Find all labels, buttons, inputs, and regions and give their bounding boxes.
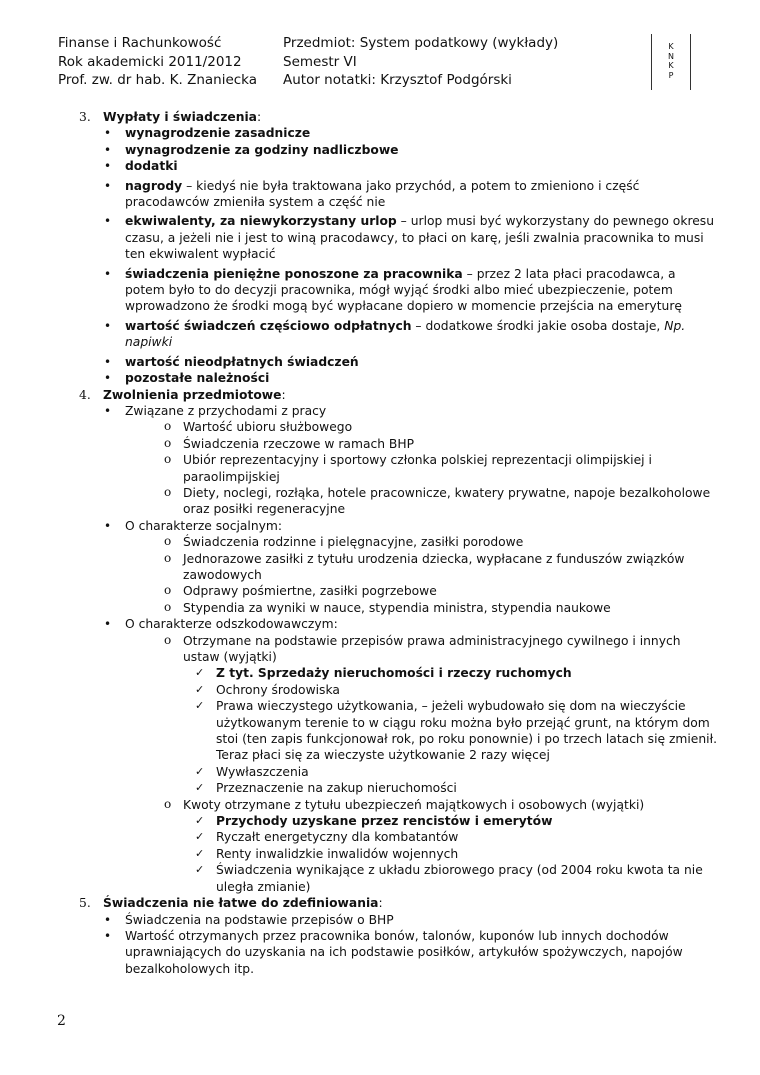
item-text: Wywłaszczenia (216, 764, 309, 779)
check-icon: ✓ (195, 814, 205, 828)
check-icon: ✓ (195, 666, 205, 680)
item-text: Świadczenia rzeczowe w ramach BHP (183, 436, 415, 451)
circle-bullet-icon: o (164, 534, 172, 549)
bullet-icon: • (104, 214, 112, 229)
sub-item (79, 583, 719, 599)
item-text: Stypendia za wyniki w nauce, stypendia ministra, stypendia naukowe (183, 600, 611, 615)
group-item (79, 616, 719, 632)
item-text: Świadczenia rodzinne i pielęgnacyjne, zasiłki porodowe (183, 535, 524, 550)
circle-bullet-icon: o (164, 796, 172, 811)
section-5-list (79, 912, 719, 978)
bullet-icon: • (104, 318, 112, 333)
bullet-icon: • (104, 518, 112, 533)
circle-bullet-icon: o (164, 484, 172, 499)
list-item (79, 354, 719, 370)
item-text: – przez 2 lata płaci pracodawca, a potem było to do decyzji pracownika, mógł wyjąć środki albo mieć ubezpieczenie, potem wprowadzono że środki mogą być wypłacane dopiero w momencie przejścia na emeryturę (125, 266, 682, 314)
item-text: Przeznaczenie na zakup nieruchomości (216, 781, 457, 796)
group-item (79, 403, 719, 419)
header-author: Autor notatki: Krzysztof Podgórski (283, 72, 512, 88)
item-text: Diety, noclegi, rozłąka, hotele pracownicze, kwatery prywatne, napoje bezalkoholowe oraz posiłki regeneracyjne (183, 485, 711, 517)
group-label: O charakterze socjalnym: (125, 518, 283, 533)
item-text: Wartość otrzymanych przez pracownika bonów, talonów, kuponów lub innych dochodów uprawniających do uzyskania na ich podstawie posiłków, artykułów spożywczych, napojów bezalkoholowych itp. (125, 928, 683, 976)
bullet-icon: • (104, 126, 112, 141)
header-left (58, 34, 257, 90)
circle-bullet-icon: o (164, 599, 172, 614)
item-text: – kiedyś nie była traktowana jako przychód, a potem to zmieniono i część pracodawców zmieniła system a część nie (125, 178, 640, 210)
item-term: ekwiwalenty, za niewykorzystany urlop (125, 214, 397, 229)
item-term: nagrody (125, 178, 183, 193)
list-item (79, 912, 719, 928)
sub-item (79, 633, 719, 666)
bullet-icon: • (104, 371, 112, 386)
list-item (79, 928, 719, 977)
item-text: Z tyt. Sprzedaży nieruchomości i rzeczy ruchomych (216, 666, 572, 681)
item-text: Świadczenia wynikające z układu zbiorowego pracy (od 2004 roku kwota ta nie uległa zmianie) (216, 863, 703, 894)
sub-item (79, 452, 719, 485)
bullet-icon: • (104, 159, 112, 174)
item-text: Otrzymane na podstawie przepisów prawa administracyjnego cywilnego i innych ustaw (wyjątki) (183, 633, 681, 664)
check-icon: ✓ (195, 846, 205, 860)
item-text: – dodatkowe środki jakie osoba dostaje, (411, 318, 665, 333)
item-text: Odprawy pośmiertne, zasiłki pogrzebowe (183, 584, 437, 599)
section-number: 4. (79, 387, 91, 402)
header-middle (283, 34, 558, 90)
item-text: Świadczenia na podstawie przepisów o BHP (125, 912, 394, 927)
circle-bullet-icon: o (164, 435, 172, 450)
item-text: dodatki (125, 159, 178, 174)
sub-item (79, 485, 719, 518)
bullet-icon: • (104, 266, 112, 281)
check-item (79, 846, 719, 862)
list-item (79, 318, 719, 351)
check-item (79, 698, 719, 764)
check-icon: ✓ (195, 830, 205, 844)
check-item (79, 682, 719, 698)
list-item (79, 266, 719, 315)
item-text: Jednorazowe zasiłki z tytułu urodzenia dziecka, wypłacane z funduszów związków zawodowych (183, 551, 685, 582)
check-item (79, 764, 719, 780)
item-text: Kwoty otrzymane z tytułu ubezpieczeń majątkowych i osobowych (wyjątki) (183, 797, 645, 812)
logo-letter: K (668, 42, 674, 51)
header-academic-year: Rok akademicki 2011/2012 (58, 53, 242, 70)
logo-letter: N (668, 51, 674, 61)
section-number: 5. (79, 896, 91, 911)
item-text: Ochrony środowiska (216, 682, 340, 697)
item-text: pozostałe należności (125, 371, 270, 386)
item-text: Ubiór reprezentacyjny i sportowy członka polskiej reprezentacji olimpijskiej i paraolimpijskiej (183, 453, 652, 484)
circle-bullet-icon: o (164, 419, 172, 434)
section-5 (79, 895, 719, 911)
circle-bullet-icon: o (164, 583, 172, 598)
sub-item (79, 419, 719, 435)
item-text: Wartość ubioru służbowego (183, 420, 353, 435)
item-text: Przychody uzyskane przez rencistów i emerytów (216, 814, 553, 829)
sub-item (79, 551, 719, 584)
section-number: 3. (79, 110, 91, 124)
header-faculty: Finanse i Rachunkowość (58, 35, 222, 51)
item-term: świadczenia pieniężne ponoszone za pracownika (125, 266, 463, 281)
sub-item (79, 797, 719, 813)
section-title-colon: : (256, 110, 262, 124)
list-item (79, 125, 719, 141)
item-term: wartość świadczeń częściowo odpłatnych (125, 318, 412, 333)
section-title: Świadczenia nie łatwe do zdefiniowania (103, 896, 379, 911)
check-icon: ✓ (195, 699, 205, 713)
circle-bullet-icon: o (164, 632, 172, 647)
item-text: wynagrodzenie za godziny nadliczbowe (125, 142, 399, 157)
bullet-icon: • (104, 178, 112, 193)
bullet-icon: • (104, 354, 112, 369)
header-professor: Prof. zw. dr hab. K. Znaniecka (58, 72, 258, 88)
check-icon: ✓ (195, 682, 205, 696)
page-number: 2 (57, 1013, 66, 1029)
group-item (79, 518, 719, 534)
section-3-list (79, 125, 719, 386)
item-text: Prawa wieczystego użytkowania, – jeżeli wybudowało się dom na wieczyście użytkowanym terenie to w ciągu roku można było przejąć grunt, na którym dom stoi (ten zapis funkcjonował rok, po roku ponownie) i po trzech latach się zmienił. Teraz płaci się za wieczyste użytkowanie 2 razy więcej (216, 699, 717, 763)
sub-item (79, 534, 719, 550)
circle-bullet-icon: o (164, 452, 172, 467)
sub-item (79, 436, 719, 452)
bullet-icon: • (104, 403, 112, 418)
header-subject: Przedmiot: System podatkowy (wykłady) (283, 35, 559, 51)
section-title-colon: : (281, 387, 286, 402)
page-content (79, 109, 719, 977)
section-4-list (79, 403, 719, 895)
group-label: Związane z przychodami z pracy (125, 403, 327, 418)
section-title: Zwolnienia przedmiotowe (103, 387, 282, 402)
item-text: wartość nieodpłatnych świadczeń (125, 354, 359, 369)
list-item (79, 370, 719, 386)
section-title: Wypłaty i świadczenia (103, 110, 257, 124)
bullet-icon: • (104, 142, 112, 157)
logo-letter: K (668, 61, 674, 70)
item-text: wynagrodzenie zasadnicze (125, 126, 311, 141)
bullet-icon: • (104, 928, 112, 943)
header-semester: Semestr VI (283, 53, 357, 70)
knkp-logo (651, 34, 691, 90)
check-icon: ✓ (195, 781, 205, 795)
bullet-icon: • (104, 617, 112, 632)
group-label: O charakterze odszkodowawczym: (125, 617, 338, 632)
section-title-colon: : (378, 896, 383, 911)
check-icon: ✓ (195, 863, 205, 877)
check-item (79, 829, 719, 845)
circle-bullet-icon: o (164, 550, 172, 565)
item-text: Ryczałt energetyczny dla kombatantów (216, 830, 459, 845)
bullet-icon: • (104, 912, 112, 927)
sub-item (79, 600, 719, 616)
section-3 (79, 109, 719, 125)
list-item (79, 178, 719, 211)
check-icon: ✓ (195, 764, 205, 778)
check-item (79, 665, 719, 681)
section-4 (79, 387, 719, 403)
list-item (79, 213, 719, 262)
check-item (79, 780, 719, 796)
item-text: Renty inwalidzkie inwalidów wojennych (216, 846, 459, 861)
logo-letter: P (668, 70, 674, 80)
item-example: Np. napiwki (125, 318, 686, 350)
list-item (79, 142, 719, 158)
check-item (79, 813, 719, 829)
list-item (79, 158, 719, 174)
check-item (79, 862, 719, 895)
item-text: – urlop musi być wykorzystany do pewnego okresu czasu, a jeżeli nie i jest to winą pracodawcy, to płaci on karę, jeśli zwalnia pracownika to musi ten ekwiwalent wypłacić (125, 214, 715, 262)
